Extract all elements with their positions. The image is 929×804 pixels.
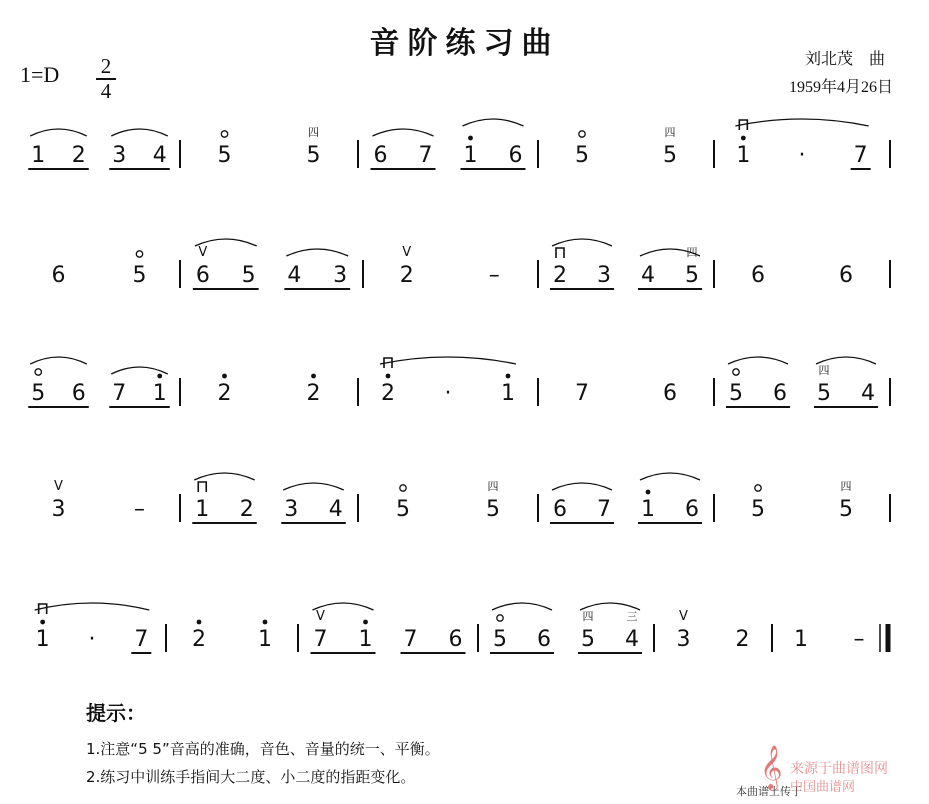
note: 4 (328, 497, 343, 522)
open-string-mark (136, 251, 142, 257)
note: – (134, 497, 145, 522)
note: 7 (597, 497, 611, 522)
note: 6 (553, 497, 567, 522)
note: 2 (553, 263, 567, 288)
slur (111, 129, 168, 136)
down-bow-mark (556, 248, 564, 258)
treble-clef-icon: 𝄞 (760, 745, 783, 789)
note: 1 (152, 381, 167, 406)
note: 6 (685, 497, 699, 522)
up-bow-mark: V (198, 245, 208, 260)
note: 5 (396, 497, 410, 522)
tip-item-1: 1.注意“5 5”音高的准确，音色、音量的统一、平衡。 (86, 740, 440, 758)
note: 6 (373, 143, 388, 168)
footer-text: 本曲谱上传于 (736, 785, 802, 798)
note: 1 (794, 627, 808, 652)
composition-date: 1959年4月26日 (788, 79, 893, 96)
note: 2 (217, 381, 232, 406)
watermark-text: 来源于曲谱图网 (790, 761, 888, 777)
fingering-mark: 三 (626, 610, 638, 623)
tips-heading: 提示： (86, 701, 146, 725)
note: 4 (152, 143, 167, 168)
slur (380, 357, 516, 364)
open-string-mark (579, 131, 585, 137)
note: 5 (581, 627, 595, 652)
note: 1 (258, 627, 272, 652)
up-bow-mark: V (679, 609, 688, 624)
note: 3 (112, 143, 127, 168)
note: 7 (134, 627, 149, 652)
note: 2 (192, 627, 206, 652)
note: – (488, 263, 500, 288)
slur (492, 603, 552, 610)
time-signature-bottom: 4 (100, 79, 112, 103)
note: 5 (751, 497, 765, 522)
slur (283, 483, 344, 490)
high-octave-dot (157, 374, 162, 379)
note: 7 (403, 627, 418, 652)
note: 2 (735, 627, 750, 652)
high-octave-dot (263, 620, 268, 625)
note: 6 (773, 381, 787, 406)
fingering-mark: 四 (308, 126, 319, 139)
key-signature: 1=D (20, 62, 60, 87)
note: 1 (641, 497, 655, 522)
slur (194, 473, 255, 480)
slur (735, 119, 868, 126)
note: 5 (685, 263, 699, 288)
slur (552, 239, 612, 246)
open-string-mark (733, 369, 739, 375)
fingering-mark: 四 (582, 610, 594, 623)
note: 1 (195, 497, 210, 522)
composer-credit: 刘北茂 曲 (804, 49, 885, 68)
open-string-mark (35, 369, 41, 375)
note: 6 (663, 381, 677, 406)
high-octave-dot (506, 374, 511, 379)
open-string-mark (400, 485, 406, 491)
note: 1 (463, 143, 478, 168)
slur (111, 367, 168, 374)
fingering-mark: 四 (487, 480, 499, 493)
note: 6 (508, 143, 523, 168)
note: 5 (241, 263, 256, 288)
open-string-mark (221, 131, 227, 137)
note: 1 (31, 143, 46, 168)
note: 5 (493, 627, 507, 652)
note: 1 (358, 627, 373, 652)
fingering-mark: 四 (818, 364, 830, 377)
slur (373, 129, 434, 136)
note: 4 (641, 263, 655, 288)
note: 3 (284, 497, 299, 522)
fingering-mark: 四 (664, 126, 676, 139)
note: 6 (537, 627, 551, 652)
note: 5 (31, 381, 46, 406)
slur (552, 483, 612, 490)
note: 3 (333, 263, 348, 288)
slur (30, 357, 87, 364)
note: 3 (597, 263, 611, 288)
note: 2 (381, 381, 395, 406)
note: 1 (736, 143, 751, 168)
time-signature-top: 2 (100, 54, 112, 78)
high-octave-dot (741, 136, 746, 141)
note: 2 (306, 381, 321, 406)
note: 5 (839, 497, 853, 522)
note: · (444, 381, 452, 406)
note: 5 (729, 381, 743, 406)
tip-item-2: 2.练习中训练手指间大二度、小二度的指距变化。 (86, 768, 416, 786)
fingering-mark: 四 (840, 480, 852, 493)
open-string-mark (497, 615, 503, 621)
slur (640, 473, 700, 480)
note: 1 (501, 381, 515, 406)
page-title: 音阶练习曲 (369, 26, 560, 61)
note: · (88, 627, 96, 652)
note: 6 (195, 263, 210, 288)
note: 6 (751, 263, 765, 288)
note: 4 (287, 263, 302, 288)
note: 5 (132, 263, 147, 288)
high-octave-dot (468, 136, 473, 141)
slur (286, 249, 348, 256)
high-octave-dot (197, 620, 202, 625)
watermark-text-2: 中国曲谱网 (790, 780, 856, 795)
note: 3 (51, 497, 66, 522)
fingering-mark: 四 (686, 246, 698, 259)
note: 5 (575, 143, 589, 168)
note: 6 (839, 263, 853, 288)
note: 5 (217, 143, 232, 168)
note: 5 (486, 497, 500, 522)
high-octave-dot (386, 374, 391, 379)
note: · (798, 143, 806, 168)
slur (816, 357, 876, 364)
slur (30, 129, 87, 136)
high-octave-dot (222, 374, 227, 379)
note: 1 (35, 627, 50, 652)
note: 2 (71, 143, 86, 168)
note: 5 (817, 381, 831, 406)
up-bow-mark: V (402, 245, 412, 260)
note: 7 (575, 381, 589, 406)
note: 3 (676, 627, 691, 652)
high-octave-dot (40, 620, 45, 625)
high-octave-dot (646, 490, 651, 495)
note: 5 (306, 143, 321, 168)
note: 2 (239, 497, 254, 522)
high-octave-dot (363, 620, 368, 625)
note: 4 (625, 627, 639, 652)
down-bow-mark (198, 482, 206, 492)
slur (35, 603, 150, 610)
note: 6 (448, 627, 463, 652)
high-octave-dot (311, 374, 316, 379)
note: 7 (313, 627, 328, 652)
note: 2 (399, 263, 414, 288)
up-bow-mark: V (316, 609, 325, 624)
note: 5 (663, 143, 677, 168)
note: 4 (861, 381, 875, 406)
note: 6 (51, 263, 66, 288)
note: 7 (418, 143, 433, 168)
note: 7 (853, 143, 868, 168)
slur (580, 603, 640, 610)
slur (728, 357, 788, 364)
note: 6 (71, 381, 86, 406)
note: 7 (112, 381, 127, 406)
note: – (853, 627, 865, 652)
slur (463, 119, 524, 126)
up-bow-mark: V (54, 479, 63, 494)
open-string-mark (755, 485, 761, 491)
